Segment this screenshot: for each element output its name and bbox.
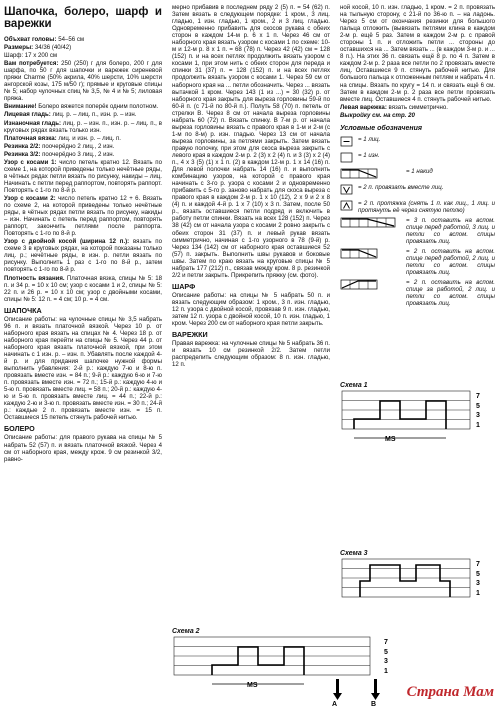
chart-2-title: Схема 2 xyxy=(172,628,200,635)
hat-instructions: Описание работы: на чулочные спицы № 3,5 набрать 96 п. и вязать платочной вязкой. Через 10 р. от наборного края вязать на спицах № 4. Через 18 р. от наборного края перейти на спицы № 5. Через 44 р. от наборного края вязать платочной вязкой, при этом начинать с 1 изн. р. – изн. п. Убавлять после каждой 4-й р. и для придания шапочке нужной формы выполнить убавления: 2-й р.: каждую 7-ю и 8-ю п. провязать вместе изн. = 84 п.; 9-й р.: каждую 6-ю и 7-ю п. провязать вместе изн. = 72 п.; 15-й р.: каждую 4-ю и 5-ю п. провязать вместе лиц. = 58 п.; 20-й р.: каждую 4-ю и 5-ю п. провязать вместе лиц. = 44 п.; 22-й р.: каждую 2-ю и 3-ю п. провязать вместе изн. = 30 п.; 24-й р.: каждые 2 п. провязать вместе изн. = 15 п. Оставшиеся 15 петель стянуть рабочей нитью. xyxy=(4,315,162,422)
legend-item xyxy=(340,217,495,245)
legend-text: = 2 п. провязать вместе лиц. xyxy=(358,183,444,191)
spec-label: Объхват головы: xyxy=(4,36,57,43)
chart-2-ms-label: MS xyxy=(247,682,258,689)
chart-1-row-3: 3 xyxy=(476,412,480,419)
legend-symbol xyxy=(340,217,402,230)
k2tog-icon xyxy=(340,184,354,195)
pattern-reference: Выкройку см. на стр. 20 xyxy=(340,111,415,119)
legend-text: = 2 п. оставить на вспом. спице за работой, 2 лиц. и петли со вспом. спицы провязать лиц. xyxy=(406,278,495,307)
spec-paragraph xyxy=(4,36,162,43)
cable-cross-icon xyxy=(340,217,402,228)
chart-2-row-3: 3 xyxy=(384,658,388,665)
hat-heading: ШАПОЧКА xyxy=(4,305,42,315)
spec-paragraph xyxy=(4,111,162,118)
legend-item xyxy=(340,184,495,197)
spec-text: поочерёдно 3 лиц., 2 изн. xyxy=(40,150,115,158)
spec-label: Резинка 3/2: xyxy=(4,150,41,158)
spec-paragraph xyxy=(4,52,162,59)
chart-3-grid xyxy=(340,557,490,619)
spec-label: Платочная вязка: xyxy=(4,134,57,142)
spec-text: Болеро вяжется поперёк одним полотном. xyxy=(36,103,159,111)
chart-2-row-1: 1 xyxy=(384,668,388,675)
legend-text: = 2 п. протяжка (снять 1 п. как лиц., 1 лиц. и протянуть её через снятую петлю) xyxy=(358,199,495,214)
legend-title: Условные обозначения xyxy=(340,124,423,132)
spec-label: Вам потребуется: xyxy=(4,60,59,68)
spec-label: Узор с косами 1: xyxy=(4,158,57,166)
chart-2-arrow-a: A xyxy=(332,701,338,707)
chart-2-grid xyxy=(172,635,402,707)
spec-text: 34/36 (40/42) xyxy=(33,44,72,52)
legend xyxy=(340,136,495,307)
spec-paragraph xyxy=(4,120,162,134)
legend-symbol xyxy=(340,279,402,292)
legend-item xyxy=(340,152,495,165)
spec-paragraph xyxy=(4,275,162,303)
chart-1 xyxy=(340,382,490,456)
spec-paragraph xyxy=(4,195,162,237)
intro-specs xyxy=(4,36,162,303)
spec-label: Размеры: xyxy=(4,44,34,52)
scarf-heading: ШАРФ xyxy=(172,281,196,291)
legend-symbol xyxy=(340,248,402,261)
spec-label: Узор с двойной косой (ширина 12 п.): xyxy=(4,238,130,246)
spec-paragraph xyxy=(4,151,162,158)
spec-text: вязать по схеме 3 в круговых рядах, на которой показаны только лиц. р.; нечётные ряды, в изн. р. петли вязать по рисунку. Выполнить 1 раз с 1-го по 8-й р., затем повторять с 1-го по 8-й р. xyxy=(4,238,162,274)
legend-item xyxy=(340,168,495,181)
chart-1-row-7: 7 xyxy=(476,393,480,400)
mittens-instructions: Правая варежка: на чулочные спицы № 5 набрать 36 п. и вязать 10 см резинкой 2/2. Затем петли распределить следующим образом: 8 п. изн. гладью, 12 п. xyxy=(172,340,330,369)
spec-text: лиц. р. – изн. п., изн. р. – лиц. п., в круговых рядах вязать только изн. xyxy=(4,119,162,134)
yarn-over-icon xyxy=(340,168,402,179)
chart-3-row-7: 7 xyxy=(476,561,480,568)
chart-1-title: Схема 1 xyxy=(340,382,368,389)
chart-2 xyxy=(172,628,402,712)
legend-symbol xyxy=(340,168,402,181)
spec-label: Изнаночная гладь: xyxy=(4,119,62,127)
left-mitten: Левая варежка: вязать симметрично. xyxy=(340,103,448,111)
chart-3-row-3: 3 xyxy=(476,580,480,587)
legend-item xyxy=(340,200,495,214)
spec-paragraph xyxy=(4,143,162,150)
legend-item xyxy=(340,136,495,149)
legend-item xyxy=(340,279,495,307)
chart-2-row-7: 7 xyxy=(384,639,388,646)
legend-item xyxy=(340,248,495,276)
purl-stitch-icon xyxy=(340,152,354,163)
column-2 xyxy=(172,4,330,369)
spec-text: 250 (250) г для болеро, 200 г для шарфа, по 50 г для шапочки и варежек сиреневой пряжи Charme (50% акрила, 40% шерсти, 10% шерсти ангорской козы, 175 м/50 г); прямые и круговые спицы № 5; набор чулочных спиц № 3,5, № 4 и № 5; лиловая пряжа. xyxy=(4,60,163,103)
column-1 xyxy=(4,4,162,464)
legend-text: = 1 изн. xyxy=(358,151,380,159)
legend-text: = 2 п. оставить на вспом. спице перед работой, 2 лиц. и петли со вспом. спицы провязать лиц. xyxy=(406,247,495,276)
cable-cross-icon xyxy=(340,279,402,290)
chart-1-ms-label: MS xyxy=(385,436,396,443)
mittens-heading: ВАРЕЖКИ xyxy=(172,330,208,340)
spec-text: 54–56 см xyxy=(56,36,85,43)
spec-text: поочерёдно 2 лиц., 2 изн. xyxy=(40,142,115,150)
spec-text: число петель кратно 12. Вязать по схеме 1, на которой приведены только нечётные ряды, в чётных рядах петли вязать по рисунку, накиды – лиц. Начинать с петли перед раппортом, повторять раппорт. Повторять с 1-го по 8-й р. xyxy=(4,158,162,194)
spec-paragraph xyxy=(4,238,162,273)
chart-3-title: Схема 3 xyxy=(340,550,368,557)
spec-label: Резинка 2/2: xyxy=(4,142,41,150)
spec-text: число петель кратно 12 + 6. Вязать по схеме 2, на которой приведены только нечётные ряды, в чётных рядах петли вязать по рисунку, накиды – изн. Начинать с петель перед раппортом, повторять раппорт, закончить петлями после раппорта. Повторять с 1-го по 8-й р. xyxy=(4,194,163,238)
cable-cross-icon xyxy=(340,248,402,259)
knit-stitch-icon xyxy=(340,136,354,147)
bolero-instructions: Описание работы: для правого рукава на спицы № 5 набрать 52 (57) п. и вязать платочной вязкой. Через 4 см от наборного края, между крож. 9 см резинкой 3/2, равно- xyxy=(4,434,162,463)
scarf-instructions: Описание работы: на спицы № 5 набрать 50 п. и вязать следующим образом: 1 кром., 3 п. изн. гладью, 12 п. узора с двойной косой, провязав 9 п. изн. гладью, затем 12 п. узора с двойной косой, 10 п. изн. гладью, 1 кром. Через 200 см от наборного края петли закрыть. xyxy=(172,291,330,328)
spec-label: Плотность вязания. xyxy=(4,274,65,282)
chart-2-row-5: 5 xyxy=(384,649,388,656)
legend-text: = 3 п. оставить на вспом. спице перед работой, 3 лиц. и петли со вспом. спицы провязать лиц. xyxy=(406,216,495,245)
spec-paragraph xyxy=(4,60,162,102)
legend-text: = 1 лиц. xyxy=(358,135,381,143)
spec-label: Лицевая гладь: xyxy=(4,111,51,119)
legend-symbol xyxy=(340,152,354,165)
bolero-continued: мерно прибавив в последнем ряду 2 (5) п. = 54 (62) п. Затем вязать в следующем порядке: 1 кром., 3 лиц. гладью, 1 изн. гладью, 1 кром., 2 и 3 лиц. гладью. Одновременно прибавить для скосов рукава с обеих сторон в каждом 14-м р. 6 х 1 п. Через 46 см от наборного края вязать узором с косами 1 по схеме: 10-м и 12-м р. 8 х 1 п. = 68 (78) п. Через 42 (42) см = 128 (152) п. и на всех петлях продолжить вязать узором с косами 1, при этом нить с обеих сторон для переда и спинки 31 (37) п. = 128 (152) п. и на всех петлях продолжить вязать узором с косами 1. Через 59 см от наборного края на ... петли обозначить. Через ... вязать вытачкой 1 кром. Через 143 (1 из ...) = 30 (32) р. от наборного края закрыть для выреза горловины 59-й по 60-й п. (с 71-й по 80-й п.). Полуть 58 (70) п. петель от стрелки B. Через 8 см от начала выреза горловины набрать 60 (72) п. Вязать спинку. В 7-м р. от начала выреза горловины вязать с правого края в 1-м и 2-м (с 1-м по 8-м) р. изн. гладью. Через 13 см от начала выреза горловины, за петлями закрыть. Затем вязать правую полочку, при этом для скоса выреза закрыть с левого края в каждом 2-м р. 2 (3) х 2 (4) п. и 3 (3) х 2 (4) п., 4 х 3 (5) (1) х 1 п. (2) в каждом 12-м р. 1 х 14 (16) п. Для левой полочки набрать 14 (16) п. и выполнить комбинацию узоров, на которой с правого края начинать с 3-го р. узора с косами 2 и одновременно прибавить с 5-го р. заново набрать для скоса выреза с правого края в каждом 2-м р. 1 х 10 (12), 2 х 9 и 2 х 8 (4) п. и каждой 4-й р. 1 х 7 (10) х 3 п. Затем, после 50 р., вязать оставшиеся петли подряд и включить в работу петли спинки. Вязать на всех 128 (152) п. Через 38 (42) см от начала узора с косами 2 ровно закрыть с обеих сторон 31 (37) п. и левый рукав вязать симметрично, начиная с 1-го узорного в 78 (9-й) р. Через 134 (142) см от наборного края оставшиеся 52 (57) п. закрыть. Выполнить швы рукавов и боковые швы. Затем по краю вязать на круговые спицы № 5 набрать 177 (212) п., связав между кром. 8 р. резинкой 2/2 и петли закрыть. Прикрепить пряжку (см. фото). xyxy=(172,4,330,279)
spec-text: лиц. и изн. р. – лиц. п. xyxy=(56,134,121,142)
legend-symbol xyxy=(340,200,354,213)
chart-3 xyxy=(340,550,490,624)
chart-1-grid xyxy=(340,389,490,451)
spec-text: Платочная вязка, спицы № 5: 18 п. и 34 р. = 10 х 10 см; узор с косами 1 и 2, спицы № 5: 22 п. и 26 р. = 10 х 10 см; узор с двойными косами, спицы № 5: 12 п. = 4 см; 10 р. = 4 см. xyxy=(4,274,162,303)
spec-paragraph xyxy=(4,159,162,194)
spec-paragraph xyxy=(4,44,162,51)
chart-1-row-5: 5 xyxy=(476,403,480,410)
mittens-continued: ной косой, 10 п. изн. гладью, 1 кром. = 2 п. провязать на тыльную сторону, с 21-й по 36-ю п. – на ладонь. Через 5 см от окончания резинки для большого пальца отложить (вывязать петлями клина в каждом 2-м р. ещё 5 раз. Затем в каждом 2-м р. с правой стороны 1 п. и отложить петли ... стороны до оставшихся на ... Затем вязать ... (в каждом 3-м р. и ... 8 п.). На этих 36 п. связать ещё 8 р. по 4 п. Затем в каждом 2-м р. 2 раза все петли по 2 провязать вместе лиц. Оставшиеся 9 п. стянуть рабочей нитью. Для большого пальца к отложенным петлям и набрать 4 п. на спицы. Вязать по кругу = 14 п. и связать ещё 6 см. Затем в каждом 2-м р. 2 раза все петли провязать вместе лиц. Оставшиеся 4 п. стянуть рабочей нитью. xyxy=(340,4,495,103)
watermark: Страна Мам xyxy=(406,684,494,700)
skpo-icon xyxy=(340,200,354,211)
chart-3-row-5: 5 xyxy=(476,571,480,578)
legend-symbol xyxy=(340,184,354,197)
spec-label: Внимание! xyxy=(4,103,37,111)
spec-label: Узор с косами 2: xyxy=(4,194,56,202)
bolero-heading: БОЛЕРО xyxy=(4,424,35,434)
spec-text: Шарф: 17 х 200 см xyxy=(4,52,58,60)
chart-1-row-1: 1 xyxy=(476,422,480,429)
spec-paragraph xyxy=(4,103,162,110)
chart-3-row-1: 1 xyxy=(476,590,480,597)
chart-2-arrow-b: B xyxy=(371,701,377,707)
legend-text: = 1 накид xyxy=(406,167,433,175)
spec-paragraph xyxy=(4,135,162,142)
legend-symbol xyxy=(340,136,354,149)
column-3 xyxy=(340,4,495,310)
page-title: Шапочка, болеро, шарф и варежки xyxy=(4,6,162,30)
spec-text: лиц. р. – лиц. п., изн. р. – изн. xyxy=(50,111,137,119)
